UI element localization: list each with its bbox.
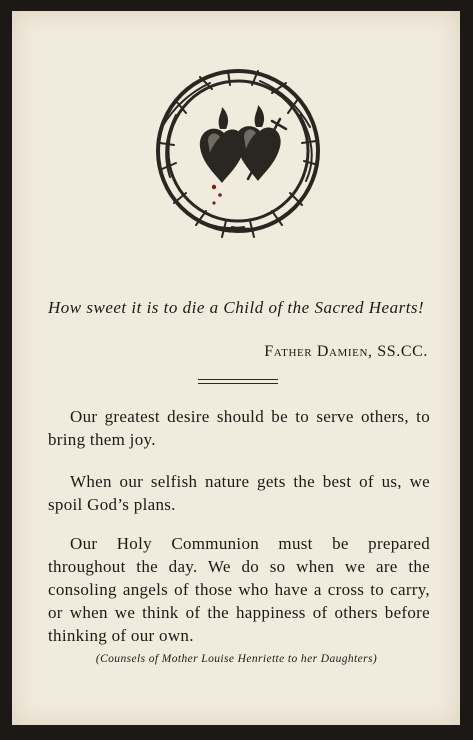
divider-line-2	[198, 383, 278, 384]
sacred-hearts-crown-of-thorns-icon	[140, 57, 336, 245]
paragraph-2: When our selfish nature gets the best of us, we spoil God’s plans.	[48, 472, 430, 514]
divider-line-1	[198, 379, 278, 380]
paragraph-3: Our Holy Communion must be prepared throughout the day. We do so when we are the consoling angels of those who have a cross to carry, or when we think of the happiness of others before thinking of our own.	[48, 534, 430, 645]
quote-author: Father Damien, SS.CC.	[264, 343, 428, 360]
source-attribution: (Counsels of Mother Louise Henriette to her Daughters)	[95, 653, 378, 665]
quote-text: How sweet it is to die a Child of the Sacred Hearts!	[48, 298, 425, 317]
paragraph-1: Our greatest desire should be to serve others, to bring them joy.	[48, 407, 430, 449]
